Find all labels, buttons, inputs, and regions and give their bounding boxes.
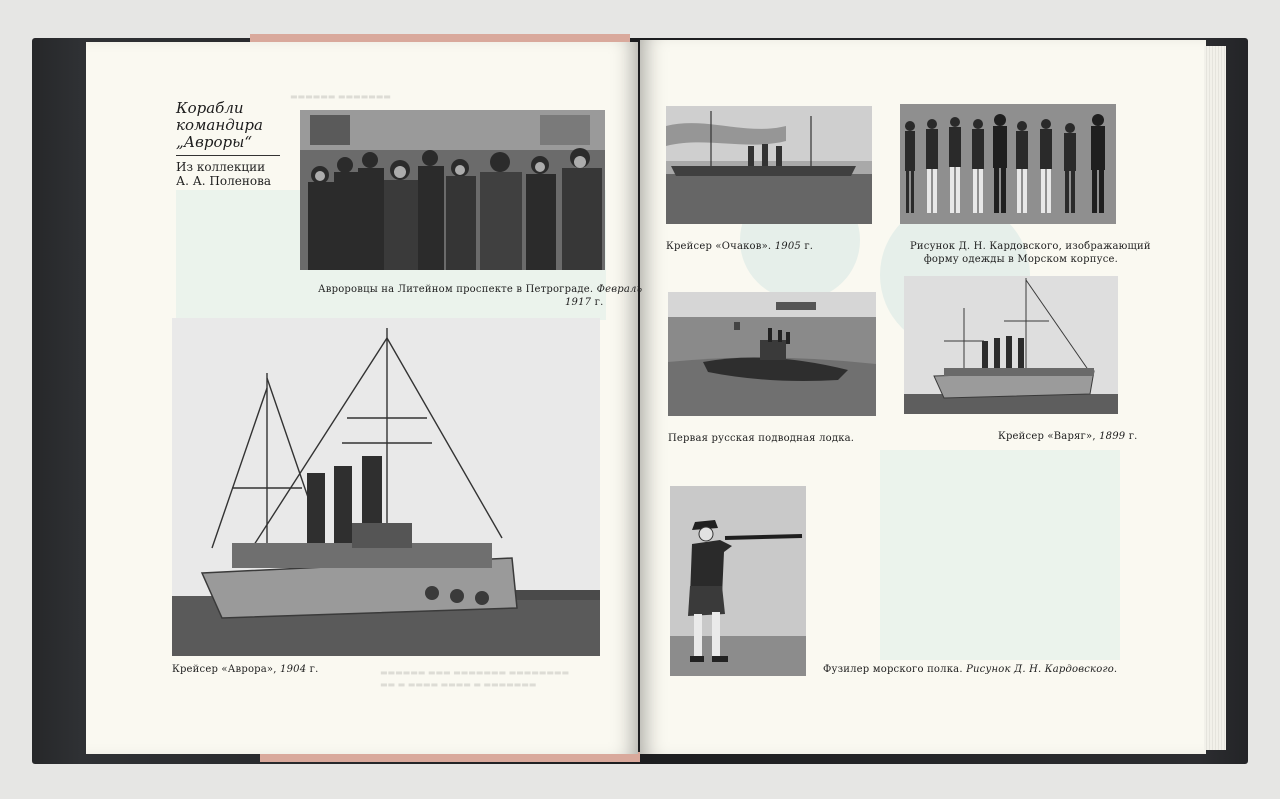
caption-suffix: г. xyxy=(306,664,319,675)
caption-line: Рисунок Д. Н. Кардовского, изображающий xyxy=(910,241,1151,252)
photo-ochakov xyxy=(666,106,872,224)
caption-antey xyxy=(318,283,642,296)
caption-date: Февраль xyxy=(596,284,643,295)
collection-credit xyxy=(176,160,271,188)
caption-submarine xyxy=(668,432,854,445)
caption-text: Авроровцы на Литейном проспекте в Петрограде. xyxy=(318,284,594,295)
caption-suffix: г. xyxy=(594,297,604,308)
photo-uniform-drawing xyxy=(900,104,1116,224)
caption-uniform xyxy=(910,240,1151,266)
caption-varyag xyxy=(998,430,1138,443)
section-title-line: Корабли xyxy=(176,99,244,117)
caption-suffix: г. xyxy=(1125,431,1138,442)
page-stack-edge xyxy=(1204,46,1226,750)
section-title-line: командира xyxy=(176,116,263,134)
photo-fusilier xyxy=(670,486,806,676)
caption-aurora xyxy=(172,663,318,676)
title-divider xyxy=(176,155,280,156)
bleed-through-text: ▬▬▬▬▬▬ ▬▬▬ ▬▬▬▬▬▬▬ ▬▬▬▬▬▬▬▬ xyxy=(380,668,570,677)
caption-antey-year xyxy=(565,296,603,309)
photo-aurora-cruiser xyxy=(172,318,600,656)
caption-text: Крейсер «Очаков». xyxy=(666,241,775,252)
caption-line: форму одежды в Морском корпусе. xyxy=(923,254,1118,265)
caption-suffix: г. xyxy=(800,241,814,252)
section-title-line: „Авроры“ xyxy=(176,133,252,151)
caption-year: 1905 xyxy=(774,241,801,252)
bleed-through-text: ▬▬ ▬ ▬▬▬▬ ▬▬▬▬ ▬ ▬▬▬▬▬▬▬ xyxy=(380,680,537,689)
caption-text: Крейсер «Варяг», xyxy=(998,431,1100,442)
caption-fusilier xyxy=(823,663,1117,676)
caption-italic: Рисунок Д. Н. Кардовского. xyxy=(966,664,1118,675)
caption-year: 1904 xyxy=(280,664,307,675)
caption-ochakov xyxy=(666,240,813,253)
photo-sailors-crowd xyxy=(300,110,605,270)
photo-submarine xyxy=(668,292,876,416)
section-title xyxy=(176,100,263,151)
caption-year: 1899 xyxy=(1099,431,1126,442)
photo-varyag xyxy=(904,276,1118,414)
bleed-through-text: ▬▬▬▬▬▬ ▬▬▬▬▬▬▬ xyxy=(290,92,391,101)
bleed-through-shape xyxy=(880,450,1120,660)
caption-year: 1917 xyxy=(565,297,592,308)
collection-line: А. А. Поленова xyxy=(176,174,271,188)
caption-text: Первая русская подводная лодка. xyxy=(668,433,855,444)
caption-text: Фузилер морского полка. xyxy=(823,664,967,675)
collection-line: Из коллекции xyxy=(176,160,266,174)
caption-text: Крейсер «Аврора», xyxy=(172,664,281,675)
